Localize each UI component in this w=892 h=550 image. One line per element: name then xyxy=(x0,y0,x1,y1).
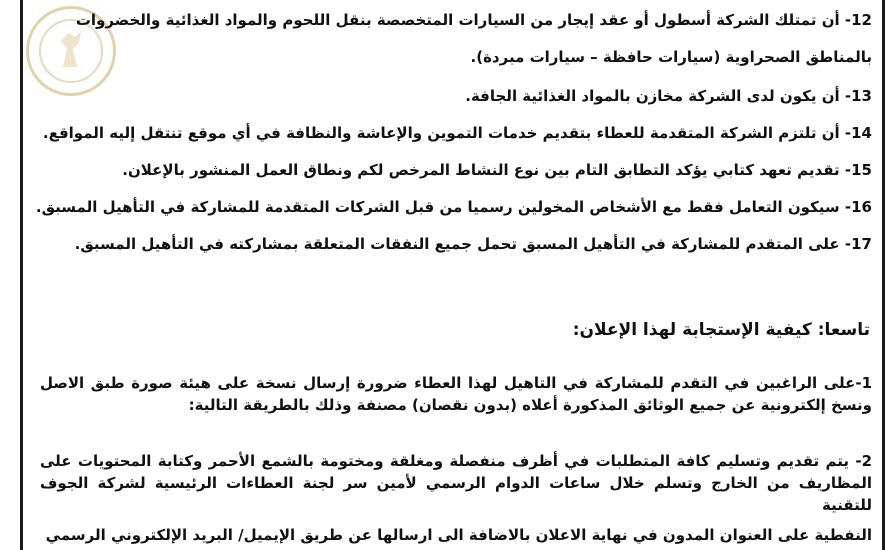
list-item-12-continued xyxy=(471,47,872,67)
response-paragraph-1: 1-على الراغبين في التقدم للمشاركة في التاهيل لهذا العطاء ضرورة إرسال نسخة على هيئة صورة طبق الاصل ونسخ إلكترونية عن جميع الوثائق المذكورة أعلاه (بدون نقصان) مصنفة وذلك بالطريقة التالية: xyxy=(40,374,872,414)
list-item-text: على المتقدم للمشاركة في التأهيل المسبق تحمل جميع النفقات المتعلقة بمشاركته في التأهيل المسبق. xyxy=(74,235,840,253)
list-item-13 xyxy=(465,86,872,106)
list-item-text: بالمناطق الصحراوية (سيارات حافظة – سيارات مبردة). xyxy=(470,48,872,66)
list-item-text: أن تلتزم الشركة المتقدمة للعطاء بتقديم خدمات التموين والإعاشة والنظافة في أي موقع تنتقل إليه المواقع. xyxy=(42,124,840,142)
response-paragraph-2: 2- يتم تقديم وتسليم كافة المتطلبات في أظرف منفصلة ومغلقة ومختومة بالشمع الأحمر وكتابة المحتويات على المظاريف من الخارج وتسلم خلال ساعات الدوام الرسمي لأمين سر لجنة العطاءات الرئيسية لشركة الجوف للتقنية xyxy=(40,452,872,514)
page-border-right xyxy=(882,0,885,550)
list-item-text: أن تمتلك الشركة أسطول أو عقد إيجار من السيارات المتخصصة بنقل اللحوم والمواد الغذائية والخضروات xyxy=(75,11,840,29)
list-item-number: 15- xyxy=(844,161,872,179)
list-item-number: 16- xyxy=(844,198,872,216)
list-item-text: تقديم تعهد كتابي يؤكد التطابق التام بين نوع النشاط المرخص لكم ونطاق العمل المنشور بالإعلان. xyxy=(122,161,840,179)
list-item-14 xyxy=(43,123,872,143)
list-item-number: 17- xyxy=(844,235,872,253)
list-item-number: 14- xyxy=(844,124,872,142)
list-item-16 xyxy=(36,197,872,217)
list-item-number: 12- xyxy=(844,11,872,29)
seal-emblem-icon xyxy=(53,27,89,71)
list-item-17 xyxy=(75,234,872,254)
section-heading: تاسعا: كيفية الإستجابة لهذا الإعلان: xyxy=(572,320,870,340)
response-paragraph-3: النفطية على العنوان المدون في نهاية الاعلان بالاضافة الى ارسالها عن طريق الإيميل/ البريد الإلكتروني الرسمي xyxy=(45,526,872,544)
list-item-text: أن يكون لدى الشركة مخازن بالمواد الغذائية الجافة. xyxy=(465,87,840,105)
list-item-15 xyxy=(122,160,872,180)
page-border-left xyxy=(20,0,23,550)
list-item-text: سيكون التعامل فقط مع الأشخاص المخولين رسميا من قبل الشركات المتقدمة للمشاركة في التأهيل المسبق. xyxy=(35,198,840,216)
list-item-12 xyxy=(76,10,872,30)
list-item-number: 13- xyxy=(844,87,872,105)
